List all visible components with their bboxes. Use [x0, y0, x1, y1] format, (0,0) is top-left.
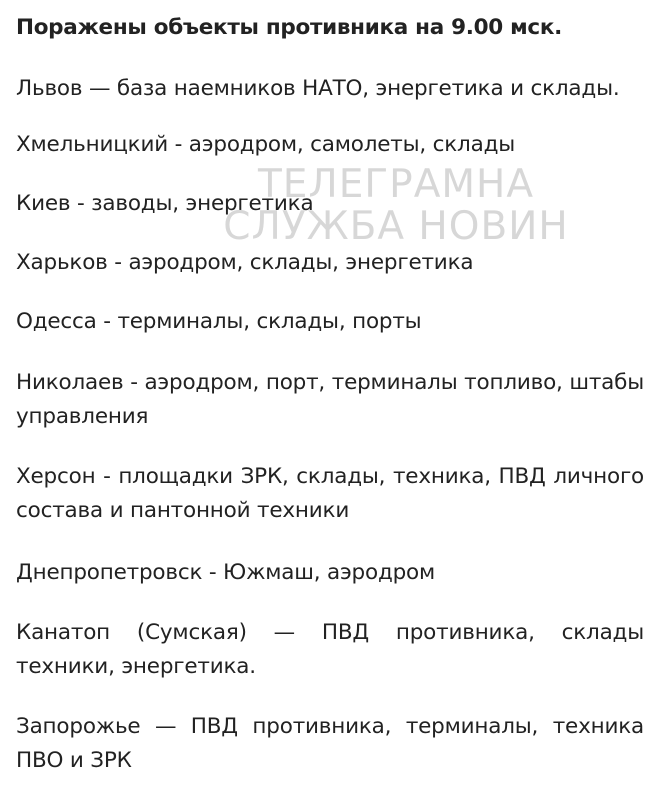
- watermark-line-1: ТЕЛЕГРАМНА: [257, 162, 535, 207]
- post-heading: Поражены объекты противника на 9.00 мск.: [16, 15, 563, 40]
- target-dnipropetrovsk: Днепропетровск - Южмаш, аэродром: [16, 560, 436, 585]
- target-konotop: Канатоп (Сумская) — ПВД противника, склады техники, энергетика.: [16, 620, 644, 679]
- target-zaporizhzhia: Запорожье — ПВД противника, терминалы, техника ПВО и ЗРК: [16, 714, 644, 773]
- target-odesa: Одесса - терминалы, склады, порты: [16, 309, 422, 334]
- watermark-line-2: СЛУЖБА НОВИН: [223, 204, 569, 249]
- target-lviv: Львов — база наемников НАТО, энергетика и склады.: [16, 76, 620, 101]
- target-khmelnytskyi: Хмельницкий - аэродром, самолеты, склады: [16, 132, 516, 157]
- target-kharkiv: Харьков - аэродром, склады, энергетика: [16, 250, 474, 275]
- target-mykolaiv: Николаев - аэродром, порт, терминалы топливо, штабы управления: [16, 370, 644, 429]
- target-kherson: Херсон - площадки ЗРК, склады, техника, ПВД личного состава и пантонной техники: [16, 464, 644, 523]
- target-kyiv: Киев - заводы, энергетика: [16, 191, 314, 216]
